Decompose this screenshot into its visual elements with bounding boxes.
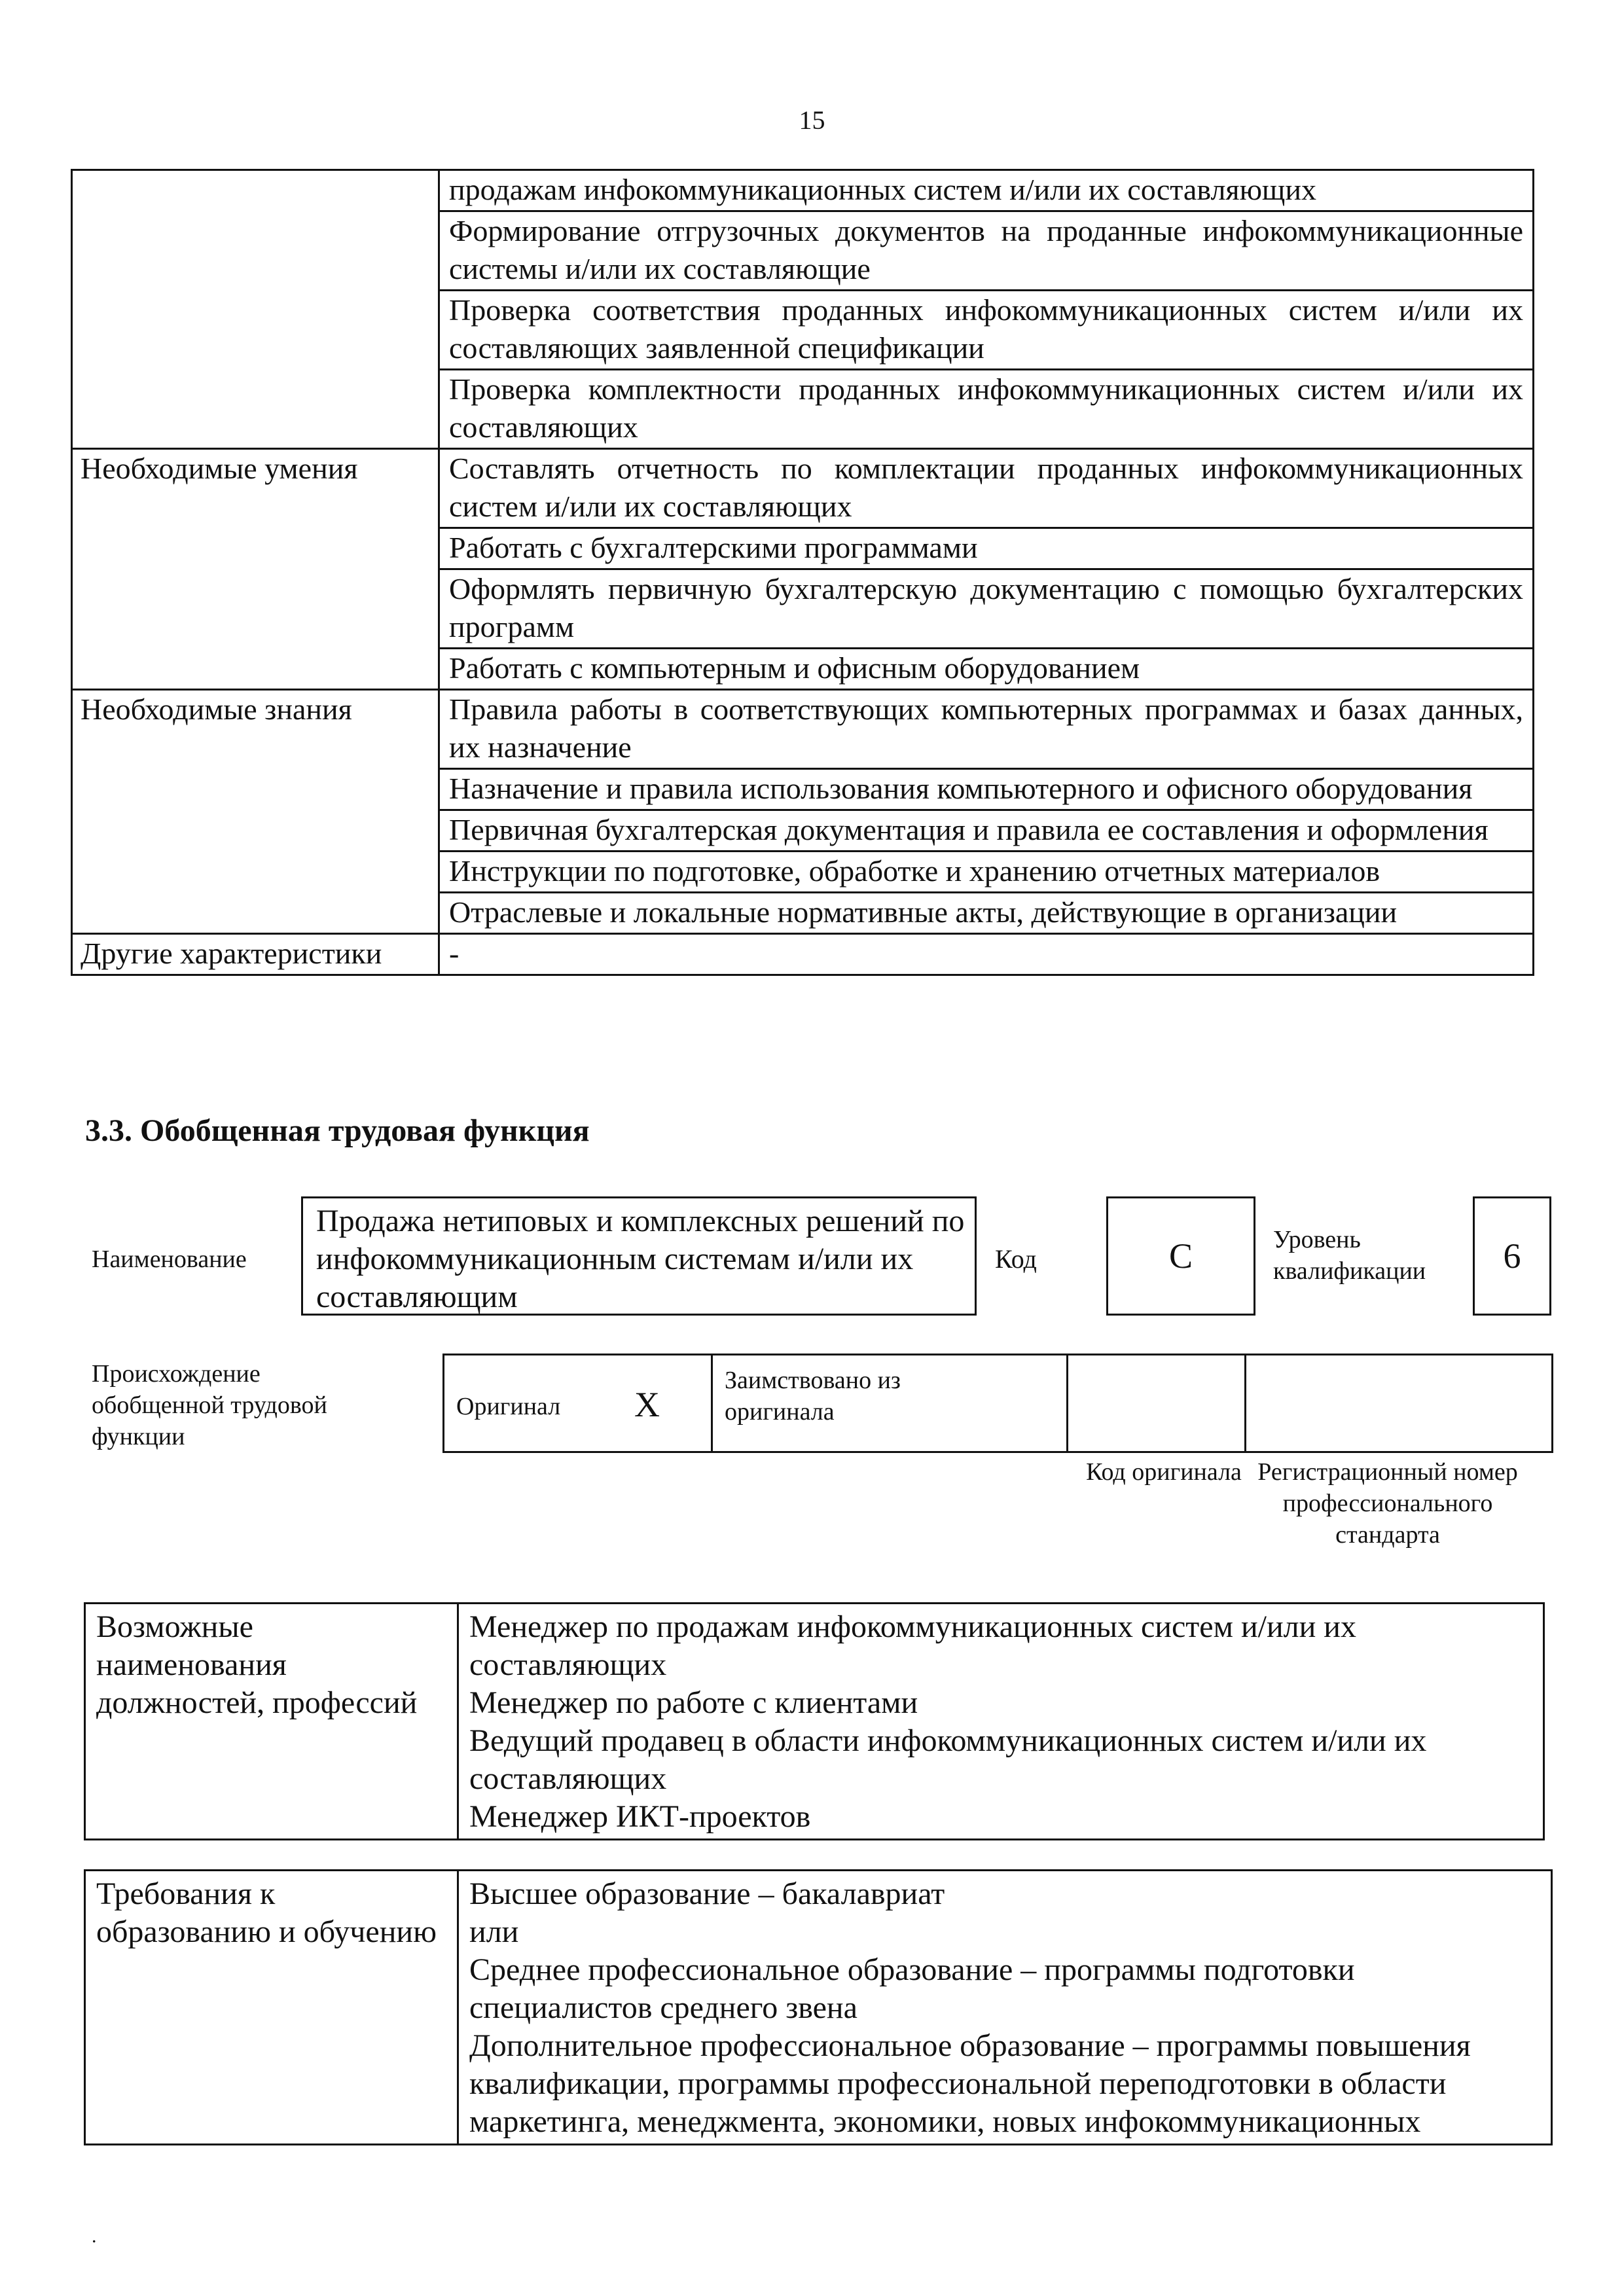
table-cell: Правила работы в соответствующих компьютерных программах и базах данных, их назначение xyxy=(439,690,1534,769)
table-cell: Проверка соответствия проданных инфокоммуникационных систем и/или их составляющих заявленной спецификации xyxy=(439,291,1534,370)
table-row xyxy=(72,449,1534,528)
table-cell: Отраслевые и локальные нормативные акты, действующие в организации xyxy=(439,893,1534,934)
footer-mark: . xyxy=(92,2225,97,2247)
positions-cell xyxy=(458,1604,1544,1840)
table-row xyxy=(72,934,1534,975)
row-label-knowledge: Необходимые знания xyxy=(72,690,439,934)
code-label: Код xyxy=(995,1244,1037,1274)
level-box xyxy=(1473,1196,1551,1316)
divider xyxy=(711,1355,713,1451)
code-box xyxy=(1106,1196,1255,1316)
education-table xyxy=(84,1869,1553,2145)
reg-number-caption: Регистрационный номер профессионального стандарта xyxy=(1257,1458,1518,1549)
table-cell: продажам инфокоммуникационных систем и/или их составляющих xyxy=(439,170,1534,211)
origin-label: Происхождение обобщенной трудовой функции xyxy=(92,1360,327,1450)
table-row xyxy=(72,170,1534,211)
row-label xyxy=(72,170,439,449)
table-cell: - xyxy=(439,934,1534,975)
name-label: Наименование xyxy=(92,1246,247,1273)
level-label: Уровень квалификации xyxy=(1273,1226,1426,1285)
table-row xyxy=(72,690,1534,769)
education-label: Требования к образованию и обучению xyxy=(85,1871,458,2145)
table-cell: Назначение и правила использования компьютерного и офисного оборудования xyxy=(439,769,1534,810)
table-cell: Оформлять первичную бухгалтерскую документацию с помощью бухгалтерских программ xyxy=(439,569,1534,649)
divider xyxy=(1244,1355,1246,1451)
table-row xyxy=(85,1871,1552,2145)
table-cell: Работать с компьютерным и офисным оборудованием xyxy=(439,649,1534,690)
function-name-box xyxy=(301,1196,977,1316)
table-cell: Формирование отгрузочных документов на проданные инфокоммуникационные системы и/или их составляющие xyxy=(439,211,1534,291)
table-row xyxy=(85,1604,1544,1840)
list-item: или xyxy=(469,1914,519,1949)
competency-table xyxy=(71,169,1534,976)
function-name: Продажа нетиповых и комплексных решений по инфокоммуникационным системам и/или их составляющим xyxy=(316,1204,965,1314)
positions-table xyxy=(84,1602,1545,1840)
table-cell: Составлять отчетность по комплектации проданных инфокоммуникационных систем и/или их составляющих xyxy=(439,449,1534,528)
list-item: Дополнительное профессиональное образование – программы повышения квалификации, программы профессиональной переподготовки в области маркетинга, менеджмента, экономики, новых инфокоммуникационных xyxy=(469,2028,1471,2139)
list-item: Менеджер по продажам инфокоммуникационных систем и/или их составляющих xyxy=(469,1609,1356,1682)
list-item: Высшее образование – бакалавриат xyxy=(469,1876,945,1911)
table-cell: Проверка комплектности проданных инфокоммуникационных систем и/или их составляющих xyxy=(439,370,1534,449)
list-item: Среднее профессиональное образование – программы подготовки специалистов среднего звена xyxy=(469,1952,1355,2025)
list-item: Менеджер по работе с клиентами xyxy=(469,1685,918,1720)
table-cell: Работать с бухгалтерскими программами xyxy=(439,528,1534,569)
list-item: Ведущий продавец в области инфокоммуникационных систем и/или их составляющих xyxy=(469,1723,1427,1796)
list-item: Менеджер ИКТ-проектов xyxy=(469,1799,811,1834)
section-title: 3.3. Обобщенная трудовая функция xyxy=(85,1113,590,1148)
table-cell: Первичная бухгалтерская документация и правила ее составления и оформления xyxy=(439,810,1534,852)
original-label: Оригинал xyxy=(456,1393,561,1420)
level-value: 6 xyxy=(1503,1236,1521,1276)
page-number: 15 xyxy=(799,105,825,135)
education-cell xyxy=(458,1871,1552,2145)
original-mark: X xyxy=(634,1385,660,1424)
row-label-skills: Необходимые умения xyxy=(72,449,439,690)
borrowed-label: Заимствовано из оригинала xyxy=(725,1367,901,1426)
positions-label: Возможные наименования должностей, профессий xyxy=(85,1604,458,1840)
table-cell: Инструкции по подготовке, обработке и хранению отчетных материалов xyxy=(439,852,1534,893)
divider xyxy=(1066,1355,1068,1451)
origin-grid xyxy=(442,1354,1553,1453)
row-label-other: Другие характеристики xyxy=(72,934,439,975)
original-code-caption: Код оригинала xyxy=(1086,1458,1242,1486)
code-value: C xyxy=(1168,1236,1193,1276)
